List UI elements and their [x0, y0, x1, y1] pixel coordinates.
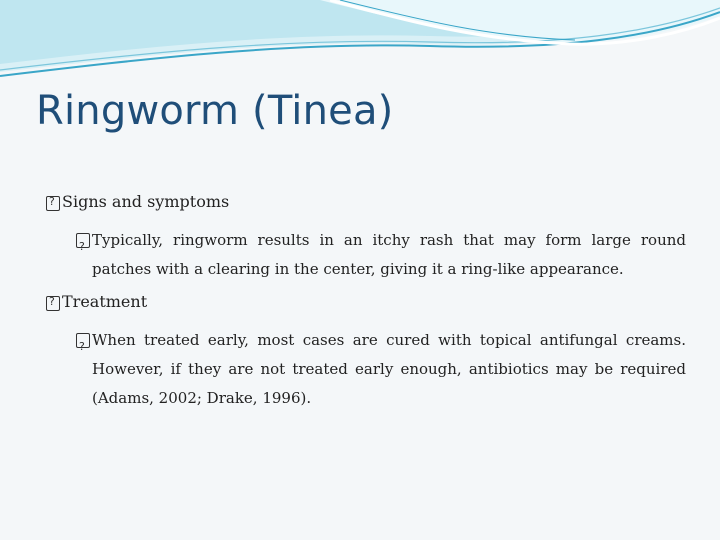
bullet-label: Signs and symptoms — [62, 192, 230, 211]
bullet-signs-and-symptoms — [46, 192, 229, 211]
sub-bullet-text: When treated early, most cases are cured with topical antifungal creams. However, if they are not treated early enough, antibiotics may be required (Adams, 2002; Drake, 1996). — [92, 331, 686, 407]
wave-header-decoration — [0, 0, 720, 80]
box-bullet-icon — [46, 296, 60, 311]
sub-bullet-text: Typically, ringworm results in an itchy rash that may form large round patches with a clearing in the center, giving it a ring-like appearance. — [92, 231, 686, 278]
bullet-label: Treatment — [62, 292, 148, 311]
slide-title: Ringworm (Tinea) — [36, 88, 394, 134]
sub-bullet-ringworm-rash — [76, 226, 686, 284]
box-bullet-icon — [46, 196, 60, 211]
bullet-treatment — [46, 292, 147, 311]
box-bullet-icon — [76, 333, 90, 348]
box-bullet-icon — [76, 233, 90, 248]
sub-bullet-treatment-detail — [76, 326, 686, 413]
